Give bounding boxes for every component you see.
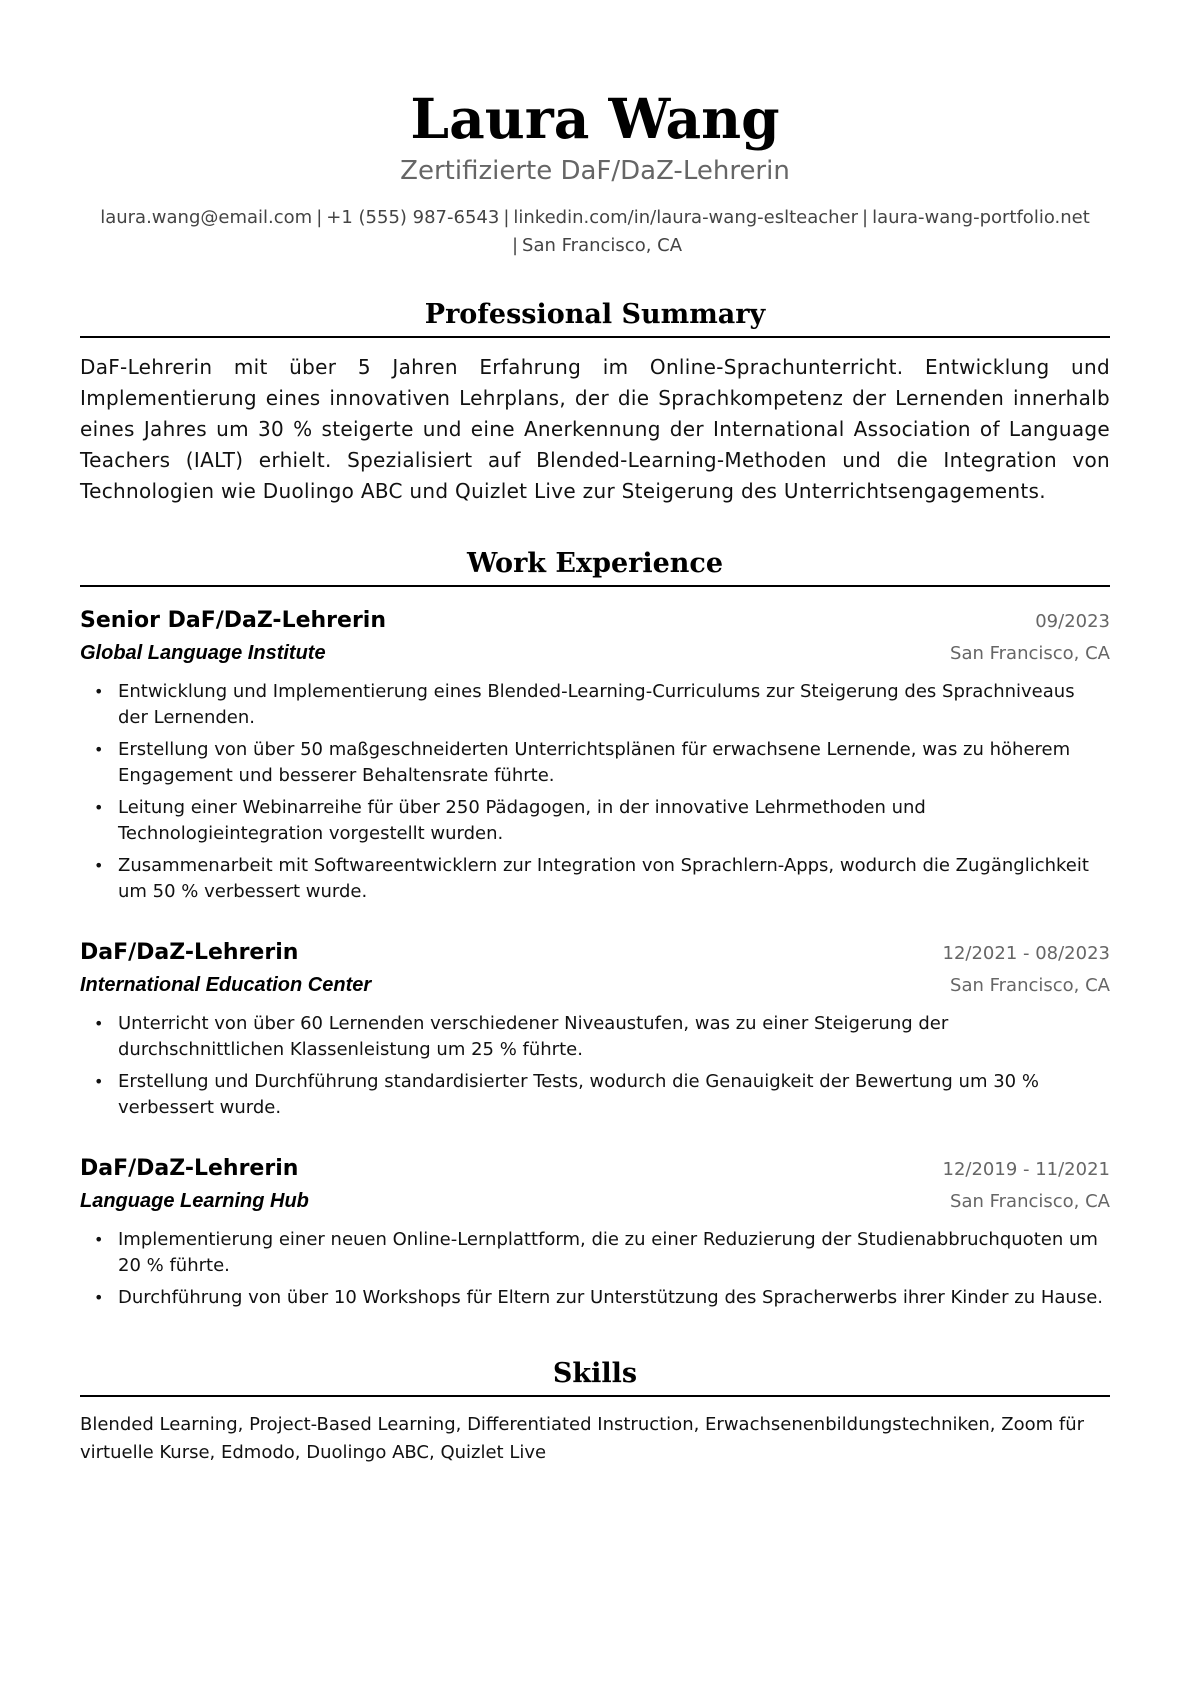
contact-line <box>80 204 1110 260</box>
job-bullet-list <box>80 1227 1110 1311</box>
job-bullet: • Unterricht von über 60 Lernenden verschiedener Niveaustufen, was zu einer Steigerung der durchschnittlichen Klassenleistung um 25 % führte. <box>80 1011 1110 1063</box>
job-bullet: • Implementierung einer neuen Online-Lernplattform, die zu einer Reduzierung der Studienabbruchquoten um 20 % führte. <box>80 1227 1110 1279</box>
job-dates: 09/2023 <box>1035 611 1110 632</box>
job-bullet: • Erstellung und Durchführung standardisierter Tests, wodurch die Genauigkeit der Bewertung um 30 % verbessert wurde. <box>80 1069 1110 1121</box>
job-company: Global Language Institute <box>80 642 326 664</box>
candidate-name: Laura Wang <box>410 86 780 151</box>
job-header-row <box>80 605 1110 638</box>
job-company: Language Learning Hub <box>80 1190 309 1212</box>
job-title: DaF/DaZ-Lehrerin <box>80 1156 299 1181</box>
resume-header <box>80 0 1110 260</box>
contact-separator: | <box>316 207 323 228</box>
job-entry <box>80 1153 1110 1311</box>
contact-email[interactable]: laura.wang@email.com <box>100 207 313 228</box>
job-dates: 12/2019 - 11/2021 <box>942 1159 1110 1180</box>
summary-heading: Professional Summary <box>80 298 1110 338</box>
job-bullet-list <box>80 1011 1110 1121</box>
job-entry <box>80 937 1110 1121</box>
job-entry <box>80 605 1110 905</box>
work-experience-section <box>80 547 1110 1311</box>
job-company-row <box>80 1186 1110 1217</box>
contact-separator: | <box>862 207 869 228</box>
skills-text: Blended Learning, Project-Based Learning, Differentiated Instruction, Erwachsenenbildungstechniken, Zoom für virtuelle Kurse, Edmodo, Duolingo ABC, Quizlet Live <box>80 1414 1085 1463</box>
job-header-row <box>80 1153 1110 1186</box>
contact-separator: | <box>503 207 510 228</box>
job-bullet-list <box>80 679 1110 905</box>
job-location: San Francisco, CA <box>950 975 1110 996</box>
job-company-row <box>80 638 1110 669</box>
skills-heading: Skills <box>80 1357 1110 1397</box>
job-title: Senior DaF/DaZ-Lehrerin <box>80 608 386 633</box>
job-title: DaF/DaZ-Lehrerin <box>80 940 299 965</box>
job-dates: 12/2021 - 08/2023 <box>942 943 1110 964</box>
summary-text: DaF-Lehrerin mit über 5 Jahren Erfahrung im Online-Sprachunterricht. Entwicklung und Implementierung eines innovativen Lehrplans, der die Sprachkompetenz der Lernenden innerhalb eines Jahres um 30 % steigerte und eine Anerkennung der International Association of Language Teachers (IALT) erhielt. Spezialisiert auf Blended-Learning-Methoden und die Integration von Technologien wie Duolingo ABC und Quizlet Live zur Steigerung des Unterrichtsengagements. <box>80 355 1110 503</box>
job-header-row <box>80 937 1110 970</box>
job-bullet: • Erstellung von über 50 maßgeschneiderten Unterrichtsplänen für erwachsene Lernende, was zu höherem Engagement und besserer Behaltensrate führte. <box>80 737 1110 789</box>
contact-portfolio[interactable]: laura-wang-portfolio.net <box>872 207 1090 228</box>
summary-section <box>80 298 1110 507</box>
job-bullet: • Entwicklung und Implementierung eines Blended-Learning-Curriculums zur Steigerung des Sprachniveaus der Lernenden. <box>80 679 1110 731</box>
contact-location: San Francisco, CA <box>522 235 683 256</box>
job-company-row <box>80 970 1110 1001</box>
contact-phone[interactable]: +1 (555) 987-6543 <box>326 207 500 228</box>
contact-separator: | <box>511 235 519 256</box>
job-location: San Francisco, CA <box>950 1191 1110 1212</box>
candidate-headline: Zertifizierte DaF/DaZ-Lehrerin <box>400 156 790 186</box>
skills-section <box>80 1357 1110 1467</box>
job-bullet: • Leitung einer Webinarreihe für über 250 Pädagogen, in der innovative Lehrmethoden und Technologieintegration vorgestellt wurden. <box>80 795 1110 847</box>
work-experience-heading: Work Experience <box>80 547 1110 587</box>
job-bullet: • Durchführung von über 10 Workshops für Eltern zur Unterstützung des Spracherwerbs ihrer Kinder zu Hause. <box>80 1285 1110 1311</box>
job-location: San Francisco, CA <box>950 643 1110 664</box>
contact-linkedin[interactable]: linkedin.com/in/laura-wang-eslteacher <box>513 207 859 228</box>
job-company: International Education Center <box>80 974 372 996</box>
job-bullet: • Zusammenarbeit mit Softwareentwicklern zur Integration von Sprachlern-Apps, wodurch die Zugänglichkeit um 50 % verbessert wurde. <box>80 853 1110 905</box>
